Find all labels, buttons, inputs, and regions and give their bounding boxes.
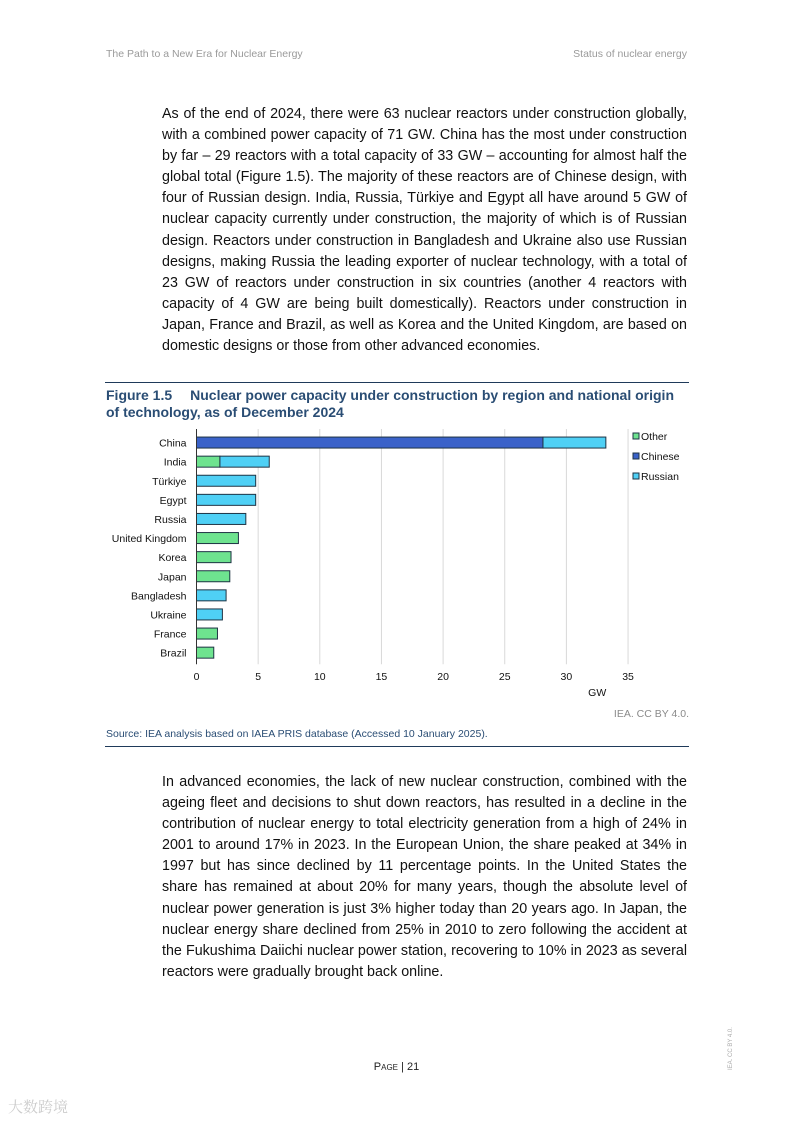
page-number-value: | 21 <box>401 1061 420 1073</box>
category-label: Korea <box>158 552 187 565</box>
bar-chinese <box>197 437 543 448</box>
category-label: India <box>163 456 187 469</box>
x-tick-label: 20 <box>437 671 449 684</box>
figure-license: IEA. CC BY 4.0. <box>613 708 689 720</box>
category-label: Türkiye <box>152 475 187 488</box>
running-header-section: Status of nuclear energy <box>573 48 687 60</box>
figure-title <box>106 387 691 421</box>
page-label: Page <box>373 1061 398 1073</box>
category-label: Ukraine <box>150 609 187 622</box>
category-label: Russia <box>154 513 187 526</box>
bar-other <box>197 552 232 563</box>
x-tick-label: 30 <box>560 671 573 684</box>
x-tick-label: 10 <box>313 671 326 684</box>
bar-russian <box>220 456 269 467</box>
page-number <box>0 1061 793 1073</box>
x-tick-label: 35 <box>622 671 634 684</box>
bar-other <box>197 628 218 639</box>
legend-swatch-russian <box>633 473 639 479</box>
x-tick-label: 15 <box>375 671 388 684</box>
legend-label: Russian <box>641 471 679 483</box>
legend-swatch-other <box>633 433 639 439</box>
x-axis-label: GW <box>588 687 607 700</box>
body-paragraph-2: In advanced economies, the lack of new nuclear construction, combined with the ageing fleet and decisions to shut down reactors, has resulted in a decline in the contribution of nuclear energy to total electricity generation from a high of 24% in 2001 to around 17% in 2023. In the European Union, the share peaked at 34% in 1997 but has since declined by 11 percentage points. In the United States the share has remained at about 20% for many years, though the absolute level of nuclear power generation is just 3% higher today than 20 years ago. In Japan, the nuclear energy share declined from 25% in 2010 to zero following the accident at the Fukushima Daiichi nuclear power station, recovering to 10% in 2023 as several reactors were gradually brought back online. <box>162 774 687 980</box>
figure-top-rule <box>105 382 689 383</box>
figure-source: Source: IEA analysis based on IAEA PRIS database (Accessed 10 January 2025). <box>106 728 488 740</box>
bar-russian <box>197 494 256 505</box>
figure-label: Figure 1.5 <box>106 387 173 403</box>
category-label: China <box>159 437 187 450</box>
bar-russian <box>197 609 223 620</box>
figure-caption: Nuclear power capacity under construction by region and national origin of technology, as of December 2024 <box>106 387 674 420</box>
bar-other <box>197 533 239 544</box>
bar-chart <box>100 425 700 700</box>
category-label: Bangladesh <box>131 590 187 603</box>
body-paragraph-1: As of the end of 2024, there were 63 nuclear reactors under construction globally, with a combined power capacity of 71 GW. China has the most under construction by far – 29 reactors with a total capacity of 33 GW – accounting for almost half the global total (Figure 1.5). The majority of these reactors are of Chinese design, with four of Russian design. India, Russia, Türkiye and Egypt all have around 5 GW of nuclear capacity currently under construction, the majority of which is of Russian design. Reactors under construction in Bangladesh and Ukraine also use Russian designs, making Russia the leading exporter of nuclear technology, with a total of 23 GW of reactors under construction in six countries (another 4 reactors with capacity of 4 GW are being built domestically). Reactors under construction in Japan, France and Brazil, as well as Korea and the United Kingdom, are based on domestic designs or those from other advanced economies. <box>162 106 687 355</box>
category-label: Japan <box>157 571 187 584</box>
legend-swatch-chinese <box>633 453 639 459</box>
running-header-title: The Path to a New Era for Nuclear Energy <box>106 48 303 60</box>
side-license-note: IEA. CC BY 4.0. <box>728 1027 734 1070</box>
legend-label: Chinese <box>641 451 680 463</box>
category-label: Brazil <box>160 647 187 660</box>
bar-russian <box>197 513 246 524</box>
bar-russian <box>197 475 256 486</box>
bar-other <box>197 456 220 467</box>
legend-label: Other <box>641 431 668 443</box>
x-tick-label: 0 <box>193 671 200 684</box>
category-label: France <box>153 628 187 641</box>
bar-other <box>197 647 214 658</box>
watermark: 大数跨境 <box>8 1099 69 1116</box>
category-label: Egypt <box>159 494 187 507</box>
x-tick-label: 25 <box>498 671 511 684</box>
category-label: United Kingdom <box>111 533 187 546</box>
figure-bottom-rule <box>105 746 689 747</box>
x-tick-label: 5 <box>255 671 262 684</box>
bar-russian <box>197 590 227 601</box>
bar-russian <box>543 437 606 448</box>
bar-other <box>197 571 230 582</box>
